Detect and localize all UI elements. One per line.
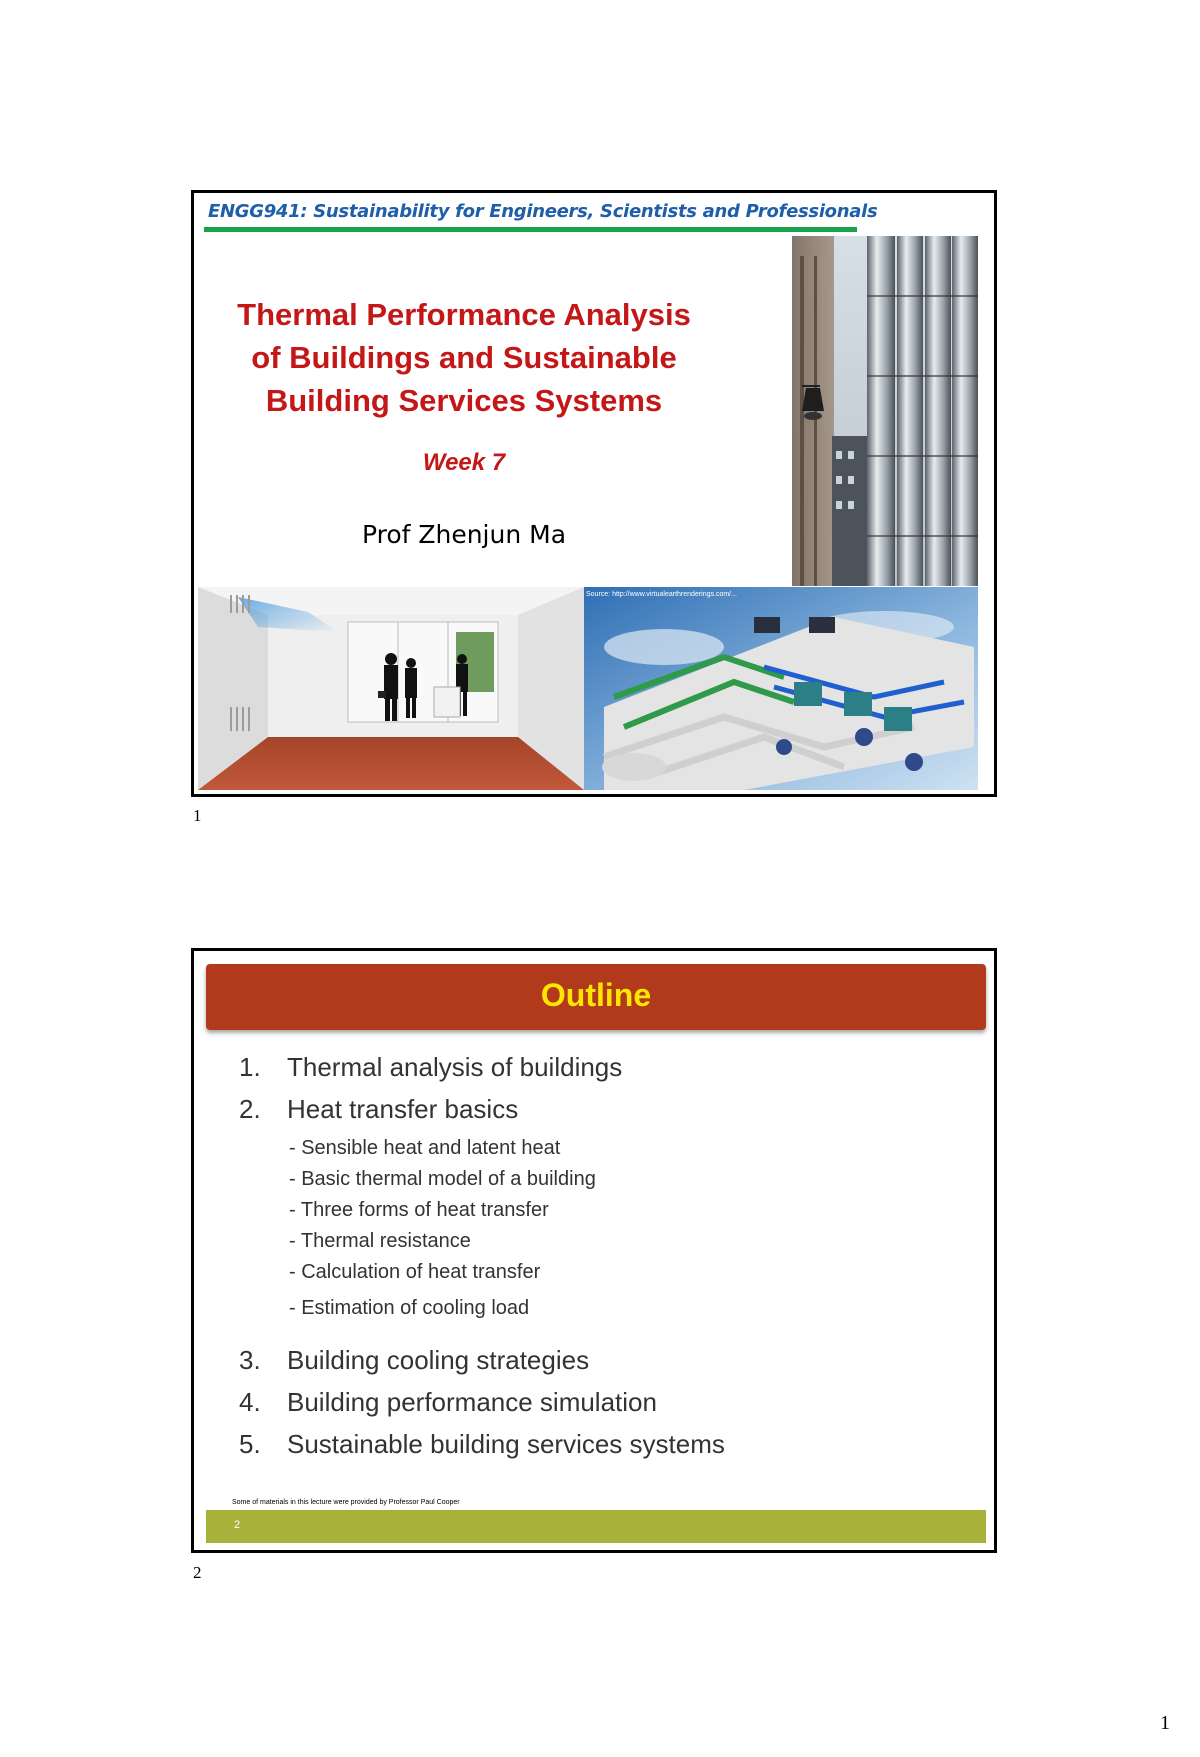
outline-item-number: 1. xyxy=(239,1052,261,1082)
slide-footer-number: 2 xyxy=(234,1519,241,1531)
office-interior-illustration xyxy=(198,587,584,790)
outline-subitem: - Calculation of heat transfer xyxy=(289,1261,541,1283)
image-source-caption: Source: http://www.virtualearthrenderings.com/... xyxy=(586,591,737,598)
outline-title-bar xyxy=(206,964,986,1030)
slide-2 xyxy=(191,948,997,1553)
outline-item-label: Heat transfer basics xyxy=(287,1094,519,1124)
building-pipes-photo xyxy=(792,236,978,586)
outline-sublist xyxy=(289,1137,596,1328)
slide-footer-bar xyxy=(206,1510,986,1543)
course-title: ENGG941: Sustainability for Engineers, Scientists and Professionals xyxy=(208,201,878,222)
lecture-title-line: Thermal Performance Analysis xyxy=(237,297,691,332)
outline-item-number: 3. xyxy=(239,1345,261,1375)
page-number: 1 xyxy=(1160,1712,1170,1734)
outline-item-number: 2. xyxy=(239,1094,261,1124)
outline-item-label: Building cooling strategies xyxy=(287,1345,590,1375)
outline-item-label: Thermal analysis of buildings xyxy=(287,1052,623,1082)
outline-item-label: Building performance simulation xyxy=(287,1387,657,1417)
outline-subitem: - Thermal resistance xyxy=(289,1230,471,1252)
author-name: Prof Zhenjun Ma xyxy=(361,520,567,549)
outline-item xyxy=(239,1046,622,1088)
outline-item xyxy=(239,1088,622,1130)
outline-item-number: 5. xyxy=(239,1429,261,1459)
slide-number-1: 1 xyxy=(193,806,202,825)
slide-1 xyxy=(191,190,997,797)
course-title-underline xyxy=(204,227,857,232)
outline-item xyxy=(239,1339,725,1381)
outline-list-top xyxy=(239,1046,622,1130)
materials-credit-footnote: Some of materials in this lecture were provided by Professor Paul Cooper xyxy=(232,1499,460,1506)
outline-list-bottom xyxy=(239,1339,725,1465)
outline-subitem: - Basic thermal model of a building xyxy=(289,1168,596,1190)
outline-subitem: - Estimation of cooling load xyxy=(289,1297,530,1319)
outline-subitem: - Three forms of heat transfer xyxy=(289,1199,549,1221)
plant-room-pipework-illustration xyxy=(584,587,978,790)
outline-subitem: - Sensible heat and latent heat xyxy=(289,1137,561,1159)
outline-title: Outline xyxy=(540,977,652,1013)
slide-number-2: 2 xyxy=(193,1563,202,1582)
outline-item-number: 4. xyxy=(239,1387,261,1417)
outline-item-label: Sustainable building services systems xyxy=(287,1429,725,1459)
lecture-title xyxy=(204,293,724,422)
outline-item xyxy=(239,1381,725,1423)
week-label: Week 7 xyxy=(422,449,506,476)
lecture-title-line: Building Services Systems xyxy=(265,383,663,418)
outline-item xyxy=(239,1423,725,1465)
lecture-title-line: of Buildings and Sustainable xyxy=(251,340,677,375)
